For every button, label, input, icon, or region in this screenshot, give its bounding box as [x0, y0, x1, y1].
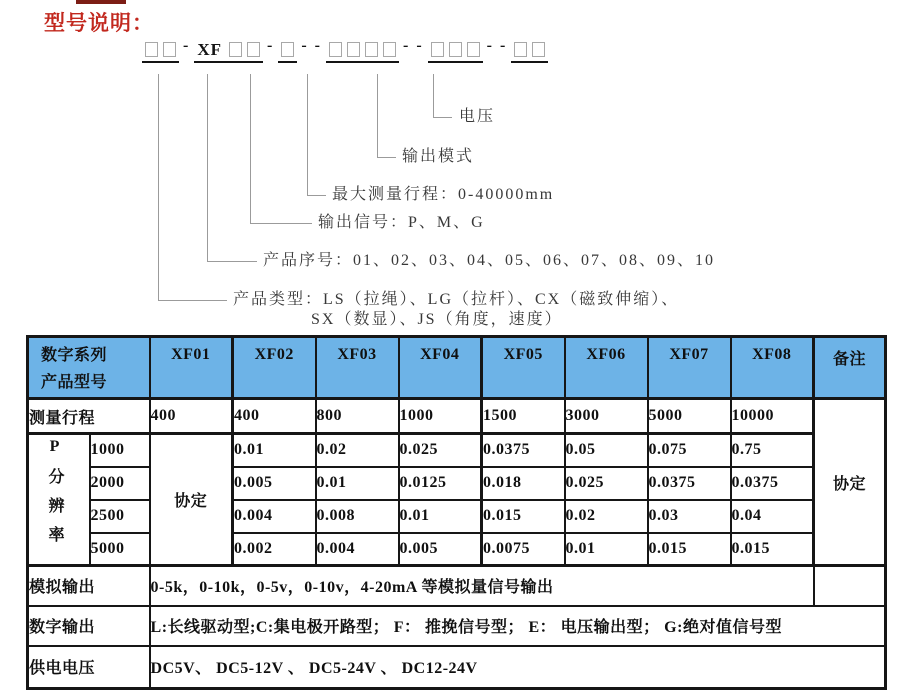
travel-label: 测量行程 [28, 399, 150, 434]
connector-line-max-travel [307, 74, 308, 196]
code-box [163, 42, 176, 57]
product-type-line2: SX（数显）、JS（角度，速度） [311, 311, 563, 328]
code-box [247, 42, 260, 57]
digital-output-label: 数字输出 [28, 606, 150, 646]
resolution-side-label-text: P分辨率 [46, 437, 63, 555]
travel-value: 800 [316, 399, 399, 434]
header-series-line1: 数字系列 [41, 347, 108, 364]
resolution-value: 0.01 [316, 467, 399, 500]
power-supply-value: DC5V、 DC5-12V 、 DC5-24V 、 DC12-24V [150, 646, 886, 689]
resolution-value: 0.0375 [731, 467, 814, 500]
connector-line-product-type [158, 300, 227, 301]
travel-value: 1000 [399, 399, 482, 434]
code-group-signal [278, 40, 297, 63]
xf01-merged-cell: 协定 [150, 434, 233, 566]
code-separator: - - [402, 37, 424, 54]
code-separator: - - [486, 37, 508, 54]
code-box [532, 42, 545, 57]
travel-value: 10000 [731, 399, 814, 434]
resolution-value: 0.005 [399, 533, 482, 566]
resolution-sub: 1000 [90, 434, 150, 467]
code-group-travel [326, 40, 399, 63]
header-xf02: XF02 [233, 337, 316, 399]
resolution-value: 0.0375 [482, 434, 565, 467]
travel-row [28, 399, 886, 434]
resolution-value: 0.025 [399, 434, 482, 467]
resolution-value: 0.01 [399, 500, 482, 533]
header-xf08: XF08 [731, 337, 814, 399]
resolution-value: 0.025 [565, 467, 648, 500]
callout-output-mode: 输出模式 [402, 148, 475, 165]
code-box [365, 42, 378, 57]
digital-output-row [28, 606, 886, 646]
code-box [281, 42, 294, 57]
resolution-value: 0.04 [731, 500, 814, 533]
callout-output-signal: 输出信号：P、M、G [318, 214, 485, 231]
travel-value: 3000 [565, 399, 648, 434]
resolution-value: 0.075 [648, 434, 731, 467]
resolution-value: 0.018 [482, 467, 565, 500]
top-edge-text-artifact [76, 0, 126, 4]
resolution-value: 0.75 [731, 434, 814, 467]
resolution-value: 0.008 [316, 500, 399, 533]
header-xf04: XF04 [399, 337, 482, 399]
code-separator: - [267, 37, 275, 54]
header-xf01: XF01 [150, 337, 233, 399]
header-xf07: XF07 [648, 337, 731, 399]
connector-line-product-serial [207, 261, 257, 262]
analog-remark-cell-empty [814, 566, 886, 606]
callout-voltage: 电压 [459, 108, 496, 125]
connector-line-output-mode [377, 74, 378, 158]
travel-value: 400 [150, 399, 233, 434]
header-xf05: XF05 [482, 337, 565, 399]
power-supply-label: 供电电压 [28, 646, 150, 689]
page-title: 型号说明： [44, 12, 154, 35]
code-separator: - - [301, 37, 322, 54]
analog-output-row [28, 566, 886, 606]
resolution-value: 0.05 [565, 434, 648, 467]
code-box [329, 42, 342, 57]
connector-line-max-travel [307, 195, 326, 196]
travel-value: 400 [233, 399, 316, 434]
code-group-product-type [142, 40, 179, 63]
resolution-sub: 5000 [90, 533, 150, 566]
connector-line-product-type [158, 74, 159, 301]
code-group-output-mode [428, 40, 483, 63]
resolution-sub: 2000 [90, 467, 150, 500]
digital-output-value: L:长线驱动型;C:集电极开路型； F： 推挽信号型； E： 电压输出型； G:绝对值信号型 [150, 606, 886, 646]
header-row [28, 337, 886, 399]
analog-output-label: 模拟输出 [28, 566, 150, 606]
resolution-value: 0.01 [565, 533, 648, 566]
resolution-value: 0.02 [316, 434, 399, 467]
resolution-value: 0.002 [233, 533, 316, 566]
callout-product-type [233, 290, 679, 330]
power-supply-row [28, 646, 886, 689]
code-box [229, 42, 242, 57]
resolution-value: 0.0075 [482, 533, 565, 566]
resolution-value: 0.01 [233, 434, 316, 467]
connector-line-output-mode [377, 157, 396, 158]
travel-value: 5000 [648, 399, 731, 434]
callout-product-serial: 产品序号：01、02、03、04、05、06、07、08、09、10 [263, 252, 716, 269]
code-box [145, 42, 158, 57]
spec-table [26, 335, 887, 690]
analog-output-value: 0-5k，0-10k，0-5v，0-10v，4-20mA 等模拟量信号输出 [150, 566, 814, 606]
resolution-value: 0.02 [565, 500, 648, 533]
travel-value: 1500 [482, 399, 565, 434]
resolution-value: 0.015 [731, 533, 814, 566]
resolution-value: 0.004 [316, 533, 399, 566]
code-separator: - [183, 37, 191, 54]
callout-max-travel: 最大测量行程：0-40000mm [332, 186, 555, 203]
code-box [347, 42, 360, 57]
header-series-line2: 产品型号 [41, 374, 108, 391]
resolution-value: 0.004 [233, 500, 316, 533]
connector-line-voltage [433, 74, 434, 118]
code-box [467, 42, 480, 57]
resolution-row-1000 [28, 434, 886, 467]
product-type-line1: 产品类型：LS（拉绳）、LG（拉杆）、CX（磁致伸缩）、 [233, 291, 680, 308]
model-code-format [142, 37, 548, 63]
resolution-value: 0.015 [648, 533, 731, 566]
code-box [431, 42, 444, 57]
resolution-value: 0.0375 [648, 467, 731, 500]
code-box [449, 42, 462, 57]
connector-line-output-signal [250, 223, 312, 224]
resolution-sub: 2500 [90, 500, 150, 533]
resolution-value: 0.03 [648, 500, 731, 533]
header-remark: 备注 [814, 337, 886, 399]
code-box [383, 42, 396, 57]
code-box [514, 42, 527, 57]
resolution-value: 0.005 [233, 467, 316, 500]
header-series-model [28, 337, 150, 399]
header-xf06: XF06 [565, 337, 648, 399]
xf-prefix: XF [197, 40, 222, 59]
resolution-value: 0.0125 [399, 467, 482, 500]
header-xf03: XF03 [316, 337, 399, 399]
resolution-value: 0.015 [482, 500, 565, 533]
connector-line-product-serial [207, 74, 208, 262]
connector-line-voltage [433, 117, 452, 118]
code-group-serial [194, 40, 263, 63]
remark-merged-cell: 协定 [814, 399, 886, 566]
connector-line-output-signal [250, 74, 251, 224]
code-group-voltage [511, 40, 548, 63]
resolution-side-label [28, 434, 90, 566]
